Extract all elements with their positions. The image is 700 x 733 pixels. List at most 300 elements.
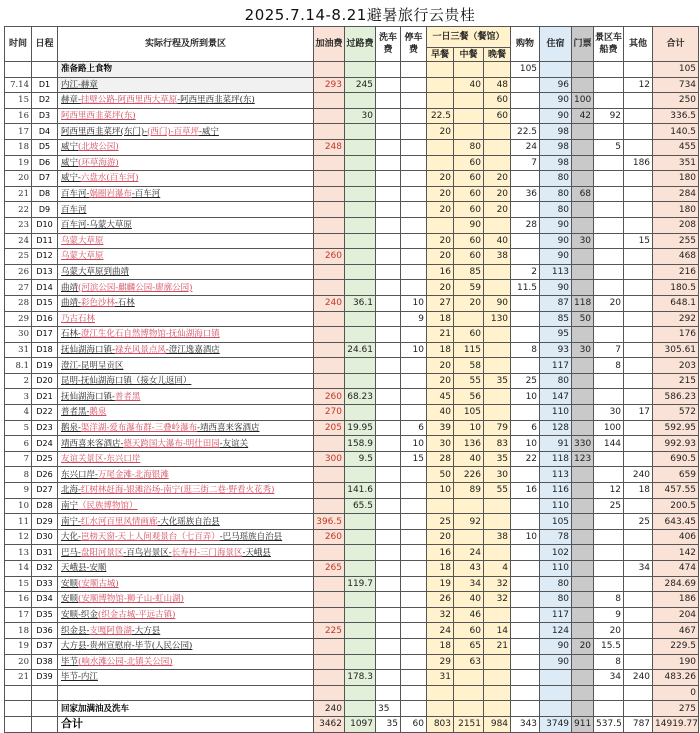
cell-dinner: 20 — [484, 171, 511, 187]
route-segment: 织金县- — [61, 625, 90, 636]
route-segment: 昆明-抚仙湖海口镇（接女儿返回） — [61, 376, 192, 387]
cell-breakfast: 18 — [427, 561, 454, 577]
cell-day: D15 — [32, 295, 58, 311]
cell-day: D1 — [32, 77, 58, 93]
cell-day: D27 — [32, 483, 58, 499]
cell-breakfast — [427, 139, 454, 155]
cell-fuel — [314, 483, 345, 499]
table-row — [5, 405, 699, 421]
prep-total: 105 — [653, 62, 699, 78]
cell-time: 15 — [5, 576, 32, 592]
cell-total: 186 — [653, 592, 699, 608]
cell-shopping — [511, 311, 540, 327]
cell-wash — [376, 77, 401, 93]
cell-toll — [345, 264, 376, 280]
route-segment: -靖西喜来客酒店 — [197, 422, 260, 433]
cell-other — [624, 124, 653, 140]
cell-toll — [345, 249, 376, 265]
cell-dinner — [484, 498, 511, 514]
cell-dinner — [484, 280, 511, 296]
cell-ticket: 30 — [572, 342, 594, 358]
cell-shopping: 22.5 — [511, 124, 540, 140]
cell-ticket — [572, 483, 594, 499]
cell-hotel: 117 — [540, 358, 572, 374]
cell-fuel — [314, 280, 345, 296]
cell-other — [624, 545, 653, 561]
cell-scenic-transport: 8 — [594, 592, 624, 608]
cell-scenic-transport — [594, 327, 624, 343]
cell-wash — [376, 358, 401, 374]
cell-other — [624, 389, 653, 405]
cell-parking — [401, 514, 427, 530]
table-row — [5, 311, 699, 327]
prep-itinerary: 准备路上食物 — [58, 62, 314, 78]
cell-shopping — [511, 327, 540, 343]
cell-itinerary — [58, 389, 314, 405]
cell-scenic-transport — [594, 311, 624, 327]
cell-dinner: 60 — [484, 93, 511, 109]
header-fuel: 加油费 — [314, 27, 345, 62]
cell-parking — [401, 389, 427, 405]
cell-parking — [401, 358, 427, 374]
cell-fuel — [314, 93, 345, 109]
cell-scenic-transport: 100 — [594, 420, 624, 436]
cell-total: 215 — [653, 373, 699, 389]
cell-toll: 65.5 — [345, 498, 376, 514]
home-wash: 35 — [376, 701, 401, 717]
cell-breakfast: 20 — [427, 358, 454, 374]
cell-dinner: 38 — [484, 249, 511, 265]
cell-time: 16 — [5, 592, 32, 608]
cell-ticket: 100 — [572, 93, 594, 109]
cell-other — [624, 358, 653, 374]
cell-dinner — [484, 607, 511, 623]
table-row — [5, 108, 699, 124]
cell-toll — [345, 545, 376, 561]
cell-hotel: 93 — [540, 342, 572, 358]
cell-dinner — [484, 217, 511, 233]
cell-itinerary — [58, 217, 314, 233]
cell-total: 216 — [653, 264, 699, 280]
sum-other: 787 — [624, 716, 653, 732]
cell-breakfast: 19 — [427, 576, 454, 592]
cell-scenic-transport — [594, 124, 624, 140]
cell-ticket: 20 — [572, 638, 594, 654]
cell-lunch: 65 — [454, 638, 484, 654]
cell-day: D17 — [32, 327, 58, 343]
cell-breakfast: 39 — [427, 420, 454, 436]
cell-time: 2 — [5, 373, 32, 389]
cell-breakfast: 18 — [427, 638, 454, 654]
cell-hotel: 110 — [540, 561, 572, 577]
cell-shopping: 28 — [511, 217, 540, 233]
cell-parking — [401, 405, 427, 421]
cell-time: 18 — [5, 623, 32, 639]
cell-shopping: 10 — [511, 389, 540, 405]
route-segment: 威宁 — [61, 142, 79, 153]
cell-parking: 6 — [401, 420, 427, 436]
cell-ticket — [572, 373, 594, 389]
cell-shopping — [511, 623, 540, 639]
cell-lunch: 10 — [454, 420, 484, 436]
table-row — [5, 358, 699, 374]
cell-lunch: 60 — [454, 202, 484, 218]
cell-fuel — [314, 108, 345, 124]
cell-total: 467 — [653, 623, 699, 639]
sum-wash: 35 — [376, 716, 401, 732]
cell-ticket — [572, 623, 594, 639]
table-row — [5, 576, 699, 592]
cell-dinner: 130 — [484, 311, 511, 327]
cell-shopping — [511, 249, 540, 265]
cell-parking — [401, 373, 427, 389]
cell-time: 26 — [5, 264, 32, 280]
cell-dinner: 14 — [484, 623, 511, 639]
cell-toll: 119.7 — [345, 576, 376, 592]
cell-scenic-transport: 7 — [594, 342, 624, 358]
cell-hotel: 96 — [540, 77, 572, 93]
route-segment: 天峨县-安顺 — [61, 563, 107, 574]
cell-lunch: 24 — [454, 545, 484, 561]
cell-lunch: 60 — [454, 327, 484, 343]
cell-breakfast: 32 — [427, 607, 454, 623]
cell-day: D30 — [32, 529, 58, 545]
cell-day: D36 — [32, 623, 58, 639]
cell-day: D26 — [32, 467, 58, 483]
cell-total: 992.93 — [653, 436, 699, 452]
cell-fuel — [314, 342, 345, 358]
cell-hotel: 113 — [540, 467, 572, 483]
route-segment: 毕节 — [61, 656, 79, 667]
cell-day: D34 — [32, 592, 58, 608]
cell-shopping — [511, 498, 540, 514]
cell-parking — [401, 155, 427, 171]
cell-lunch: 60 — [454, 623, 484, 639]
cell-total: 457.55 — [653, 483, 699, 499]
table-row — [5, 233, 699, 249]
cell-ticket: 50 — [572, 311, 594, 327]
cell-toll — [345, 139, 376, 155]
cell-hotel: 98 — [540, 139, 572, 155]
scenic-spot-segment: 红水河百里风情画廊 — [80, 516, 158, 527]
route-segment: 内江-赫章 — [61, 79, 98, 90]
cell-hotel: 147 — [540, 389, 572, 405]
cell-other — [624, 529, 653, 545]
cell-lunch: 34 — [454, 576, 484, 592]
cell-dinner: 35 — [484, 451, 511, 467]
cell-fuel — [314, 311, 345, 327]
cell-lunch: 56 — [454, 389, 484, 405]
cell-day: D3 — [32, 108, 58, 124]
cell-day: D24 — [32, 436, 58, 452]
cell-other — [624, 108, 653, 124]
table-row — [5, 436, 699, 452]
sum-dinner: 984 — [484, 716, 511, 732]
cell-parking — [401, 623, 427, 639]
cell-breakfast: 50 — [427, 467, 454, 483]
cell-itinerary — [58, 77, 314, 93]
sum-fuel: 3462 — [314, 716, 345, 732]
cell-day: D8 — [32, 186, 58, 202]
cell-lunch: 85 — [454, 264, 484, 280]
cell-day: D37 — [32, 638, 58, 654]
cell-wash — [376, 498, 401, 514]
cell-itinerary — [58, 561, 314, 577]
cell-scenic-transport: 15.5 — [594, 638, 624, 654]
cell-shopping — [511, 576, 540, 592]
scenic-spot-segment: 澄江生化石自然博物馆-抚仙湖海口镇 — [80, 329, 220, 340]
sum-breakfast: 803 — [427, 716, 454, 732]
table-row — [5, 545, 699, 561]
cell-ticket: 330 — [572, 436, 594, 452]
cell-time: 7 — [5, 451, 32, 467]
route-segment: 抚仙湖海口镇- — [61, 391, 115, 402]
cell-time: 15 — [5, 93, 32, 109]
cell-itinerary — [58, 654, 314, 670]
cell-total: 142 — [653, 545, 699, 561]
cell-time: 9 — [5, 483, 32, 499]
cell-dinner: 38 — [484, 529, 511, 545]
cell-fuel — [314, 638, 345, 654]
cell-lunch: 90 — [454, 217, 484, 233]
cell-toll — [345, 607, 376, 623]
cell-total: 284.69 — [653, 576, 699, 592]
cell-other — [624, 295, 653, 311]
cell-hotel: 118 — [540, 451, 572, 467]
cell-other: 186 — [624, 155, 653, 171]
cell-scenic-transport: 34 — [594, 670, 624, 686]
cell-dinner — [484, 124, 511, 140]
cell-shopping: 6 — [511, 420, 540, 436]
cell-total: 455 — [653, 139, 699, 155]
cell-time: 25 — [5, 249, 32, 265]
cell-toll — [345, 233, 376, 249]
cell-ticket: 123 — [572, 451, 594, 467]
cell-scenic-transport — [594, 264, 624, 280]
cell-wash — [376, 592, 401, 608]
cell-shopping: 10 — [511, 436, 540, 452]
cell-itinerary — [58, 108, 314, 124]
cell-parking — [401, 498, 427, 514]
cell-breakfast: 20 — [427, 202, 454, 218]
scenic-spot-segment: 普者黑 — [114, 391, 141, 402]
scenic-spot-segment: 渠洋湖-爱布瀑布群-三叠岭瀑布 — [80, 422, 198, 433]
cell-other — [624, 186, 653, 202]
cell-lunch: 40 — [454, 77, 484, 93]
route-segment: -澄江逸嘉酒店 — [165, 344, 220, 355]
cell-fuel — [314, 576, 345, 592]
cell-fuel — [314, 592, 345, 608]
cell-ticket — [572, 139, 594, 155]
cell-hotel: 80 — [540, 576, 572, 592]
cell-wash — [376, 186, 401, 202]
route-segment: 鹅泉- — [61, 422, 81, 433]
cell-dinner: 55 — [484, 483, 511, 499]
cell-scenic-transport — [594, 576, 624, 592]
cell-hotel: 128 — [540, 420, 572, 436]
cell-parking — [401, 139, 427, 155]
cell-day: D31 — [32, 545, 58, 561]
cell-wash — [376, 576, 401, 592]
table-row — [5, 155, 699, 171]
cell-dinner — [484, 327, 511, 343]
cell-total: 284 — [653, 186, 699, 202]
cell-ticket — [572, 280, 594, 296]
cell-breakfast: 31 — [427, 670, 454, 686]
cell-dinner: 30 — [484, 467, 511, 483]
cell-ticket: 30 — [572, 233, 594, 249]
cell-scenic-transport — [594, 545, 624, 561]
header-itinerary: 实际行程及所到景区 — [58, 27, 314, 62]
cell-itinerary — [58, 592, 314, 608]
cell-breakfast: 25 — [427, 514, 454, 530]
header-lunch: 中餐 — [454, 48, 484, 62]
cell-dinner: 4 — [484, 561, 511, 577]
cell-wash — [376, 623, 401, 639]
blank-total: 0 — [653, 685, 699, 701]
cell-breakfast: 20 — [427, 280, 454, 296]
cell-wash — [376, 124, 401, 140]
cell-breakfast — [427, 498, 454, 514]
cell-shopping — [511, 233, 540, 249]
cell-day: D38 — [32, 654, 58, 670]
cell-toll — [345, 202, 376, 218]
cell-fuel — [314, 233, 345, 249]
cell-toll: 24.61 — [345, 342, 376, 358]
cell-day: D6 — [32, 155, 58, 171]
cell-breakfast: 21 — [427, 327, 454, 343]
cell-fuel: 260 — [314, 529, 345, 545]
scenic-spot-segment: (织金古城-平远古镇) — [97, 610, 176, 621]
cell-wash — [376, 202, 401, 218]
cell-itinerary — [58, 498, 314, 514]
cell-fuel: 240 — [314, 295, 345, 311]
cell-parking — [401, 654, 427, 670]
cell-lunch: 105 — [454, 405, 484, 421]
cell-other — [624, 342, 653, 358]
cell-toll — [345, 280, 376, 296]
cell-parking — [401, 576, 427, 592]
scenic-spot-segment: 友谊关景区-东兴口岸 — [61, 454, 141, 465]
cell-wash — [376, 529, 401, 545]
cell-parking — [401, 561, 427, 577]
cell-day: D4 — [32, 124, 58, 140]
cell-scenic-transport: 25 — [594, 498, 624, 514]
cell-lunch: 58 — [454, 358, 484, 374]
header-dinner: 晚餐 — [484, 48, 511, 62]
cell-time: 21 — [5, 670, 32, 686]
cell-fuel — [314, 264, 345, 280]
cell-lunch — [454, 529, 484, 545]
cell-lunch — [454, 93, 484, 109]
route-segment: 威宁- — [61, 173, 81, 184]
cell-other: 18 — [624, 483, 653, 499]
cell-ticket — [572, 654, 594, 670]
cell-breakfast: 20 — [427, 186, 454, 202]
cell-parking — [401, 77, 427, 93]
route-segment: 百车河 — [61, 204, 87, 215]
route-segment: 大化- — [61, 532, 81, 543]
cell-hotel: 80 — [540, 373, 572, 389]
cell-time: 20 — [5, 654, 32, 670]
cell-scenic-transport: 30 — [594, 405, 624, 421]
scenic-spot-segment: (北坡公园) — [78, 142, 119, 153]
cell-shopping: 24 — [511, 139, 540, 155]
cell-shopping — [511, 405, 540, 421]
cell-itinerary — [58, 373, 314, 389]
cell-scenic-transport — [594, 373, 624, 389]
cell-toll — [345, 186, 376, 202]
cell-itinerary — [58, 405, 314, 421]
scenic-spot-segment: (安顺博物馆-狮子山-虹山湖) — [78, 594, 184, 605]
cell-breakfast: 26 — [427, 592, 454, 608]
cell-hotel: 90 — [540, 233, 572, 249]
cell-parking — [401, 327, 427, 343]
cell-total: 208 — [653, 217, 699, 233]
scenic-spot-segment: (环草海游) — [78, 157, 119, 168]
cell-ticket: 68 — [572, 186, 594, 202]
cell-scenic-transport — [594, 233, 624, 249]
cell-parking — [401, 529, 427, 545]
cell-dinner: 35 — [484, 373, 511, 389]
table-row — [5, 186, 699, 202]
cell-fuel — [314, 202, 345, 218]
cell-scenic-transport: 12 — [594, 483, 624, 499]
route-segment: 威宁 — [61, 157, 79, 168]
cell-itinerary — [58, 467, 314, 483]
sum-scenic: 537.5 — [594, 716, 624, 732]
cell-time: 30 — [5, 327, 32, 343]
cell-shopping: 2 — [511, 264, 540, 280]
cell-parking — [401, 483, 427, 499]
cell-itinerary — [58, 249, 314, 265]
cell-breakfast: 22.5 — [427, 108, 454, 124]
cell-toll — [345, 327, 376, 343]
cell-lunch — [454, 311, 484, 327]
header-breakfast: 早餐 — [427, 48, 454, 62]
cell-fuel: 293 — [314, 77, 345, 93]
cell-dinner: 20 — [484, 186, 511, 202]
sum-lunch: 2151 — [454, 716, 484, 732]
cell-day: D33 — [32, 576, 58, 592]
cell-hotel: 113 — [540, 264, 572, 280]
cell-toll — [345, 311, 376, 327]
sum-parking: 60 — [401, 716, 427, 732]
cell-dinner — [484, 389, 511, 405]
cell-total: 659 — [653, 467, 699, 483]
cell-ticket — [572, 545, 594, 561]
cell-breakfast: 10 — [427, 483, 454, 499]
cell-lunch: 46 — [454, 607, 484, 623]
table-row — [5, 202, 699, 218]
scenic-spot-segment: 彩色沙林 — [80, 298, 115, 309]
cell-parking: 9 — [401, 311, 427, 327]
cell-breakfast: 40 — [427, 405, 454, 421]
cell-parking — [401, 124, 427, 140]
cell-ticket — [572, 467, 594, 483]
cell-fuel — [314, 155, 345, 171]
cell-wash — [376, 139, 401, 155]
cell-wash — [376, 405, 401, 421]
cell-day: D20 — [32, 373, 58, 389]
cell-parking — [401, 545, 427, 561]
cell-itinerary — [58, 186, 314, 202]
cell-ticket: 42 — [572, 108, 594, 124]
cell-total: 204 — [653, 607, 699, 623]
scenic-spot-segment: 鹅泉 — [89, 407, 107, 418]
cell-day: D11 — [32, 233, 58, 249]
cell-lunch: 55 — [454, 373, 484, 389]
